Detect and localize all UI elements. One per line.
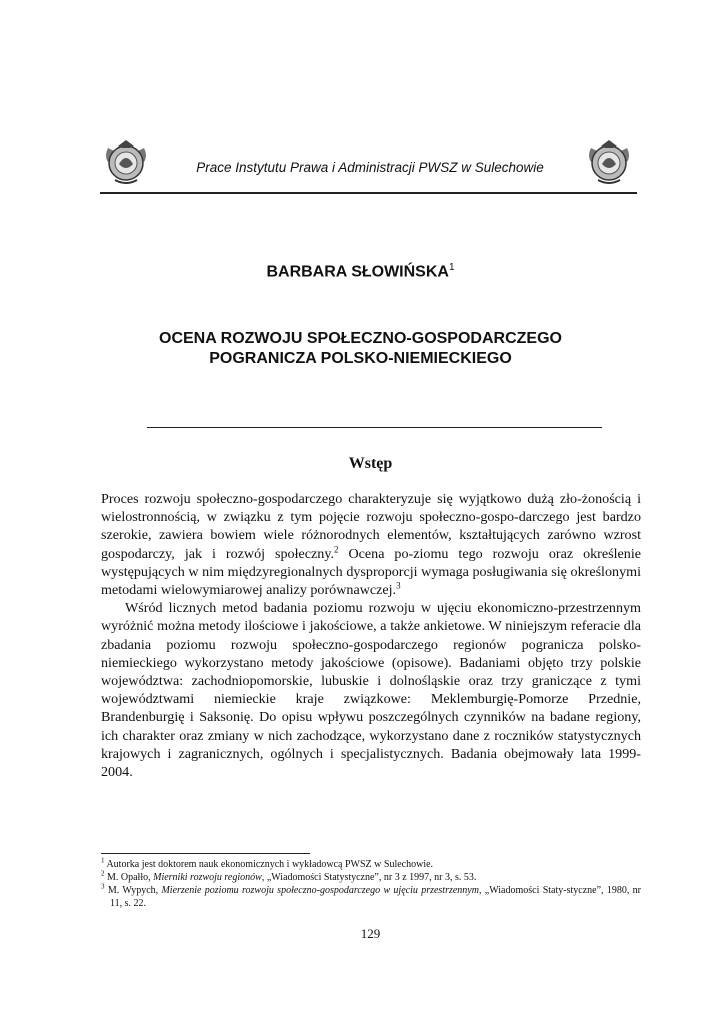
page-number: 129 bbox=[360, 926, 381, 941]
article-title-line-2: POGRANICZA POLSKO-NIEMIECKIEGO bbox=[209, 350, 512, 367]
author-footnote-ref[interactable]: 1 bbox=[448, 262, 455, 273]
journal-title: Prace Instytutu Prawa i Administracji PWSZ w Sulechowie bbox=[196, 160, 544, 175]
institute-emblem-icon bbox=[585, 138, 633, 188]
footnotes bbox=[101, 858, 641, 910]
paragraph-2: Wśród licznych metod badania poziomu rozwoju w ujęciu ekonomiczno-przestrzennym wyróżnić można metody ilościowe i jakościowe, a także ankietowe. W niniejszym referacie dla zbadania poziomu rozwoju społeczno-gospodarczego regionów pogranicza polsko-niemieckiego wykorzystano metody jakościowe (opisowe). Badaniami objęto trzy polskie województwa: zachodniopomorskie, lubuskie i dolnośląskie oraz trzy graniczące z tymi województwami niemieckie kraje związkowe: Meklemburgię-Pomorze Przednie, Brandenburgię i Saksonię. Do opisu wpływu poszczególnych czynników na badane regiony, ich charakter oraz zmiany w nich zachodzące, wykorzystano dane z roczników statystycznych krajowych i zagranicznych, ogólnych i specjalistycznych. Badania obejmowały lata 1999-2004. bbox=[101, 600, 641, 781]
footnote-1: $^1$ Autorka jest doktorem nauk ekonomicznych i wykładowcą PWSZ w Sulechowie. bbox=[101, 856, 434, 870]
paragraph-1: Proces rozwoju społeczno-gospodarczego charakteryzuje się wyjątkowo dużą zło-żonością i wielostronnością, w związku z tym pojęcie rozwoju społeczno-gospo-darczego jest bardzo szerokie, zawiera bowiem wiele różnorodnych elementów, kształtujących zarówno wzrost gospodarczy, jak i rozwój społeczny.$^2$ Ocena po-ziomu tego rozwoju oraz określenie występujących w nim międzyregionalnych dysproporcji wymaga posługiwania się określonymi metodami wielowymiarowej analizy porównawczej.$^3$ bbox=[101, 491, 641, 599]
body-text bbox=[101, 490, 641, 781]
footnote-3: $^3$ M. Wypych, Mierzenie poziomu rozwoju społeczno-gospodarczego w ujęciu przestrzennym, „Wiadomości Staty-styczne”, 1980, nr 11, s. 22. bbox=[101, 882, 641, 909]
header-divider bbox=[100, 192, 637, 194]
author-name: BARBARA SŁOWIŃSKA$^1$ bbox=[266, 262, 455, 281]
footnote-ref-2[interactable]: 2 bbox=[333, 543, 339, 554]
footnote-2: $^2$ M. Opałło, Mierniki rozwoju regionów, „Wiadomości Statystyczne”, nr 3 z 1997, nr 3, s. 53. bbox=[101, 869, 477, 883]
footnote-ref-3[interactable]: 3 bbox=[396, 580, 401, 591]
running-header bbox=[100, 138, 640, 198]
article-title-line-1: OCENA ROZWOJU SPOŁECZNO-GOSPODARCZEGO bbox=[159, 330, 562, 347]
footnote-divider bbox=[101, 853, 310, 854]
section-heading: Wstęp bbox=[348, 455, 393, 472]
title-divider bbox=[147, 427, 602, 428]
